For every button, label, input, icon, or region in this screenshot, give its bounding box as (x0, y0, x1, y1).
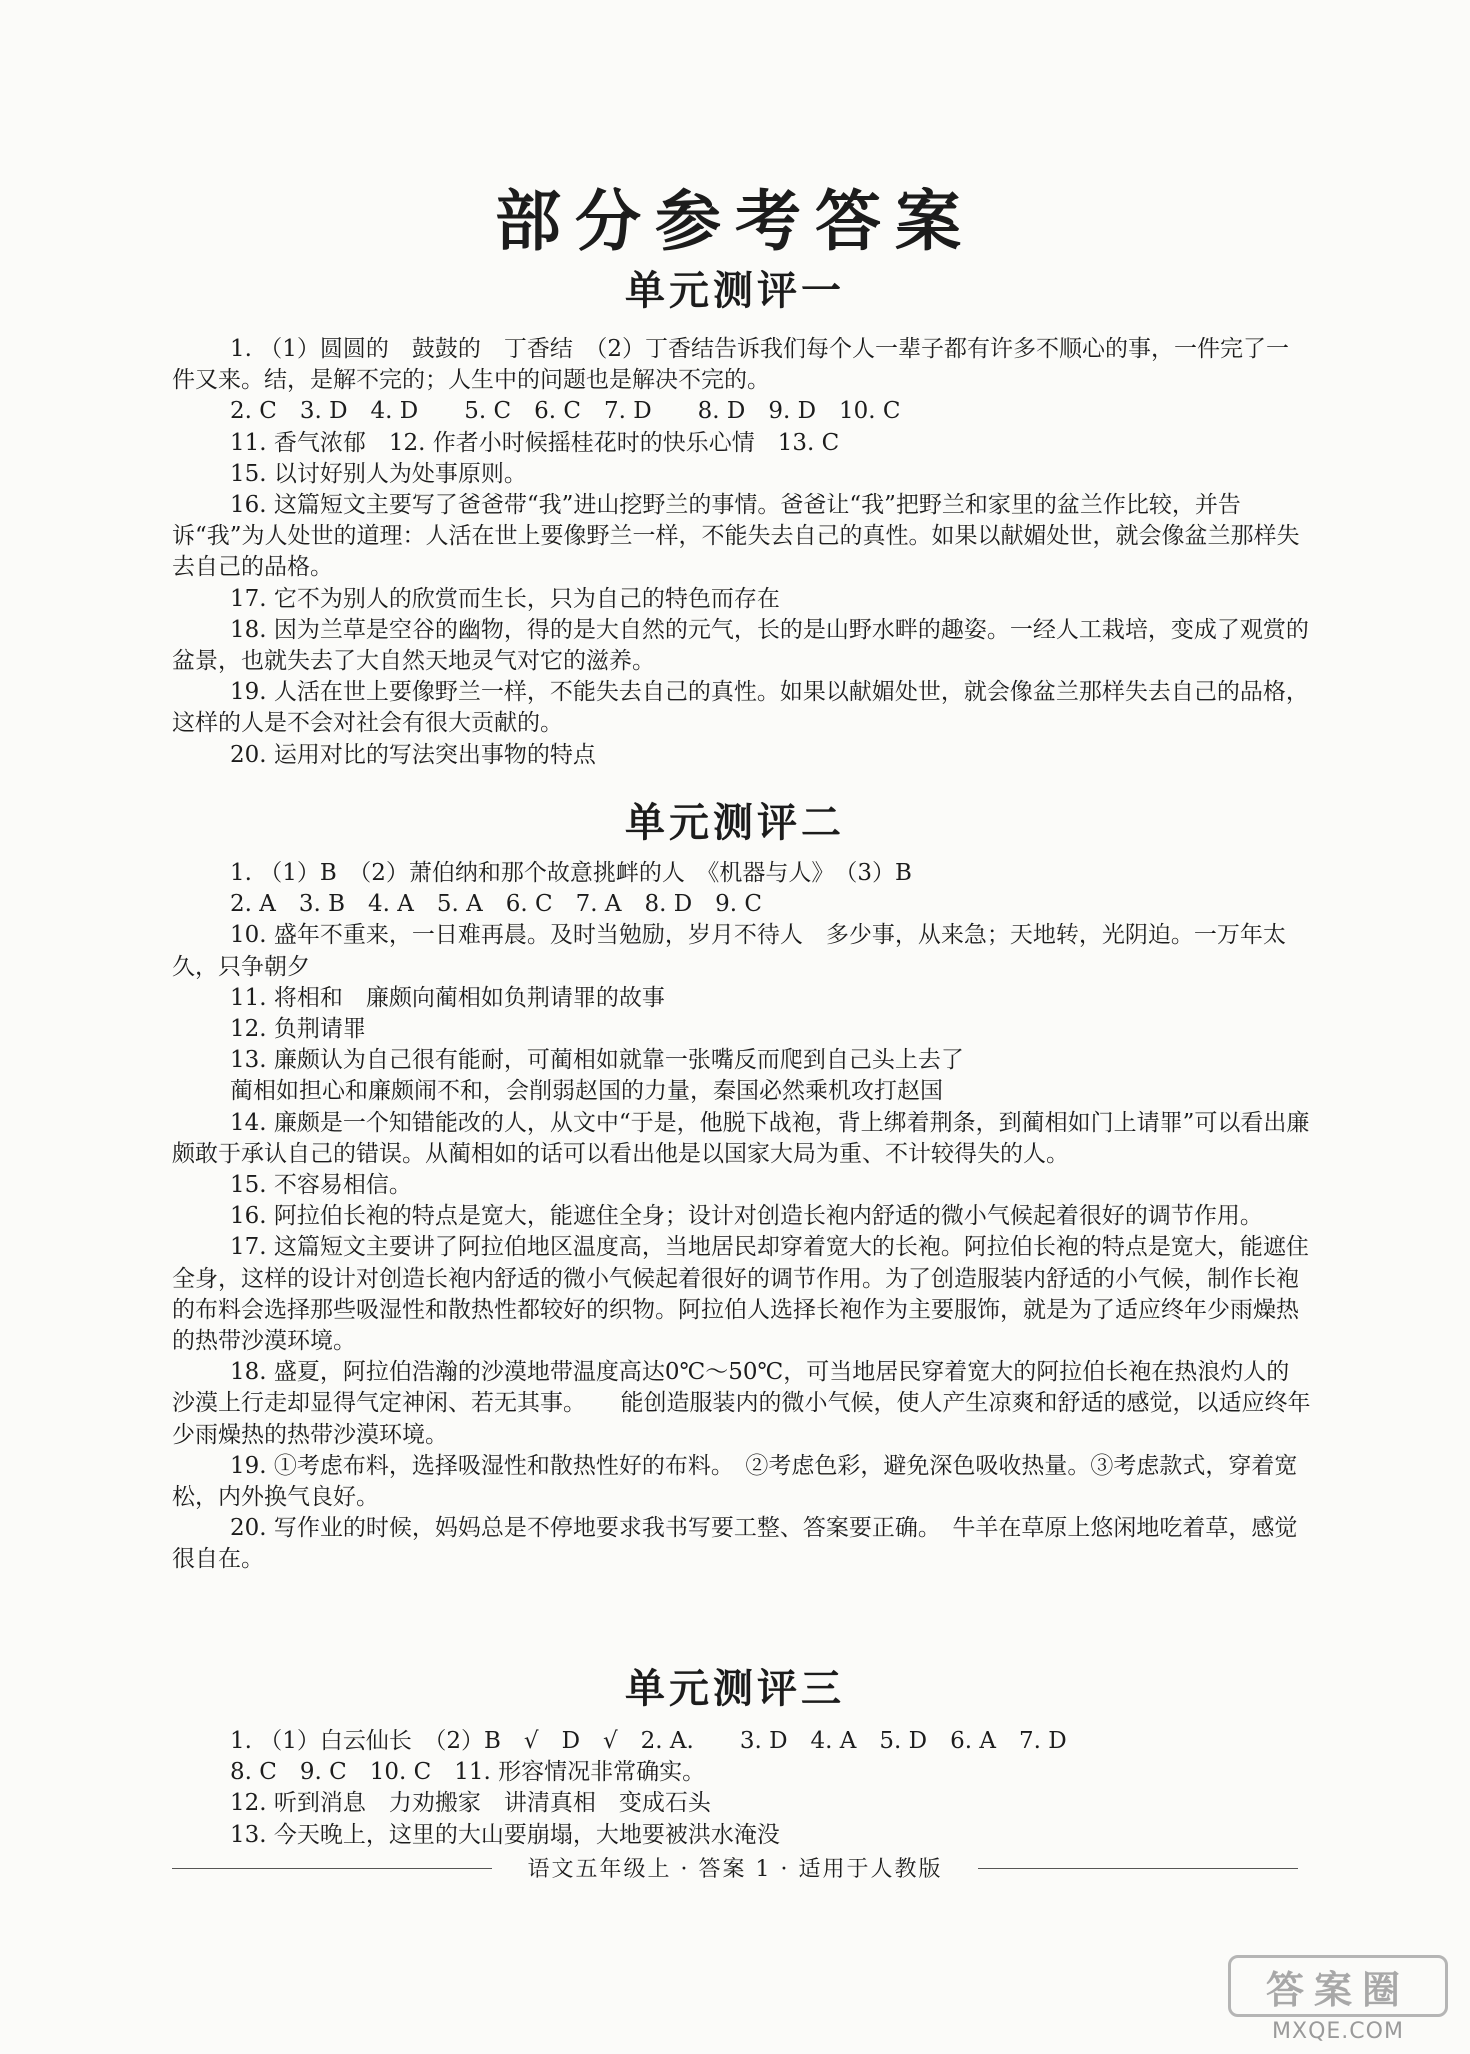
answer-line: 11. 将相和 廉颇向蔺相如负荆请罪的故事 (230, 984, 665, 1011)
answer-line: 15. 不容易相信。 (230, 1172, 412, 1199)
page-footer: 语文五年级上 · 答案 1 · 适用于人教版 (527, 1857, 943, 1882)
answer-line: 14. 廉颇是一个知错能改的人，从文中“于是，他脱下战袍，背上绑着荆条，到蔺相如门上请罪”可以看出廉颇敢于承认自己的错误。从蔺相如的话可以看出他是以国家大局为重、不计较得失的人。 (172, 1109, 1310, 1167)
answer-line: 1. （1）圆圆的 鼓鼓的 丁香结 （2）丁香结告诉我们每个人一辈子都有许多不顺心的事，一件完了一件又来。结，是解不完的；人生中的问题也是解决不完的。 (172, 336, 1290, 394)
answer-line: 15. 以讨好别人为处事原则。 (230, 460, 527, 487)
answer-line: 19. ①考虑布料，选择吸湿性和散热性好的布料。 ②考虑色彩，避免深色吸收热量。③考虑款式，穿着宽松，内外换气良好。 (172, 1452, 1298, 1511)
answer-line: 13. 廉颇认为自己很有能耐，可蔺相如就靠一张嘴反而爬到自己头上去了 (230, 1047, 964, 1074)
answer-line: 17. 它不为别人的欣赏而生长，只为自己的特色而存在 (230, 585, 780, 612)
answer-line: 16. 阿拉伯长袍的特点是宽大，能遮住全身；设计对创造长袍内舒适的微小气候起着很好的调节作用。 (230, 1203, 1263, 1230)
answer-line: 12. 听到消息 力劝搬家 讲清真相 变成石头 (230, 1790, 711, 1817)
answer-line: 1. （1）白云仙长 （2）B √ D √ 2. A. 3. D 4. A 5. D 6. A 7. D (230, 1728, 1067, 1754)
page-title: 部分参考答案 (495, 182, 975, 260)
answer-line: 13. 今天晚上，这里的大山要崩塌，大地要被洪水淹没 (230, 1821, 780, 1848)
answer-line: 2. A 3. B 4. A 5. A 6. C 7. A 8. D 9. C (230, 891, 763, 918)
watermark (1228, 1955, 1448, 2044)
watermark-logo: 答案圈 (1228, 1955, 1448, 2017)
answer-line: 17. 这篇短文主要讲了阿拉伯地区温度高，当地居民却穿着宽大的长袍。阿拉伯长袍的特点是宽大，能遮住全身，这样的设计对创造长袍内舒适的微小气候起着很好的调节作用。为了创造服装内舒适的小气候，制作长袍的布料会选择那些吸湿性和散热性都较好的织物。阿拉伯人选择长袍作为主要服饰，就是为了适应终年少雨燥热的热带沙漠环境。 (172, 1234, 1309, 1355)
section-heading-3: 单元测评三 (625, 1665, 845, 1712)
section-heading-2: 单元测评二 (625, 799, 845, 846)
answer-line: 8. C 9. C 10. C 11. 形容情况非常确实。 (230, 1759, 706, 1786)
answer-line: 蔺相如担心和廉颇闹不和，会削弱赵国的力量，秦国必然乘机攻打赵国 (230, 1078, 943, 1105)
section-1-answers (172, 334, 1312, 771)
section-heading-1: 单元测评一 (625, 267, 845, 314)
answer-line: 2. C 3. D 4. D 5. C 6. C 7. D 8. D 9. D 10. C (230, 398, 901, 425)
watermark-url: MXQE.COM (1272, 2019, 1404, 2044)
answer-line: 20. 写作业的时候，妈妈总是不停地要求我书写要工整、答案要正确。 牛羊在草原上悠闲地吃着草，感觉很自在。 (172, 1515, 1298, 1573)
answer-line: 12. 负荆请罪 (230, 1016, 366, 1043)
section-2-answers (172, 858, 1312, 1576)
answer-line: 18. 盛夏，阿拉伯浩瀚的沙漠地带温度高达0℃～50℃，可当地居民穿着宽大的阿拉伯长袍在热浪灼人的沙漠上行走却显得气定神闲、若无其事。 能创造服装内的微小气候，使人产生凉爽和舒适的感觉，以适应终年少雨燥热的热带沙漠环境。 (172, 1359, 1311, 1448)
answer-line: 11. 香气浓郁 12. 作者小时候摇桂花时的快乐心情 13. C (230, 429, 840, 456)
section-3-answers (172, 1726, 1312, 1851)
answer-line: 18. 因为兰草是空谷的幽物，得的是大自然的元气，长的是山野水畔的趣姿。一经人工栽培，变成了观赏的盆景，也就失去了大自然天地灵气对它的滋养。 (172, 616, 1309, 675)
answer-line: 10. 盛年不重来，一日难再晨。及时当勉励，岁月不待人 多少事，从来急；天地转，光阴迫。一万年太久，只争朝夕 (172, 922, 1286, 980)
answer-line: 1. （1）B （2）萧伯纳和那个故意挑衅的人 《机器与人》 （3）B (230, 860, 912, 886)
answer-line: 20. 运用对比的写法突出事物的特点 (230, 741, 596, 768)
answer-line: 19. 人活在世上要像野兰一样，不能失去自己的真性。如果以献媚处世，就会像盆兰那样失去自己的品格，这样的人是不会对社会有很大贡献的。 (172, 679, 1309, 737)
answer-line: 16. 这篇短文主要写了爸爸带“我”进山挖野兰的事情。爸爸让“我”把野兰和家里的盆兰作比较，并告诉“我”为人处世的道理：人活在世上要像野兰一样，不能失去自己的真性。如果以献媚处世，就会像盆兰那样失去自己的品格。 (172, 492, 1300, 581)
